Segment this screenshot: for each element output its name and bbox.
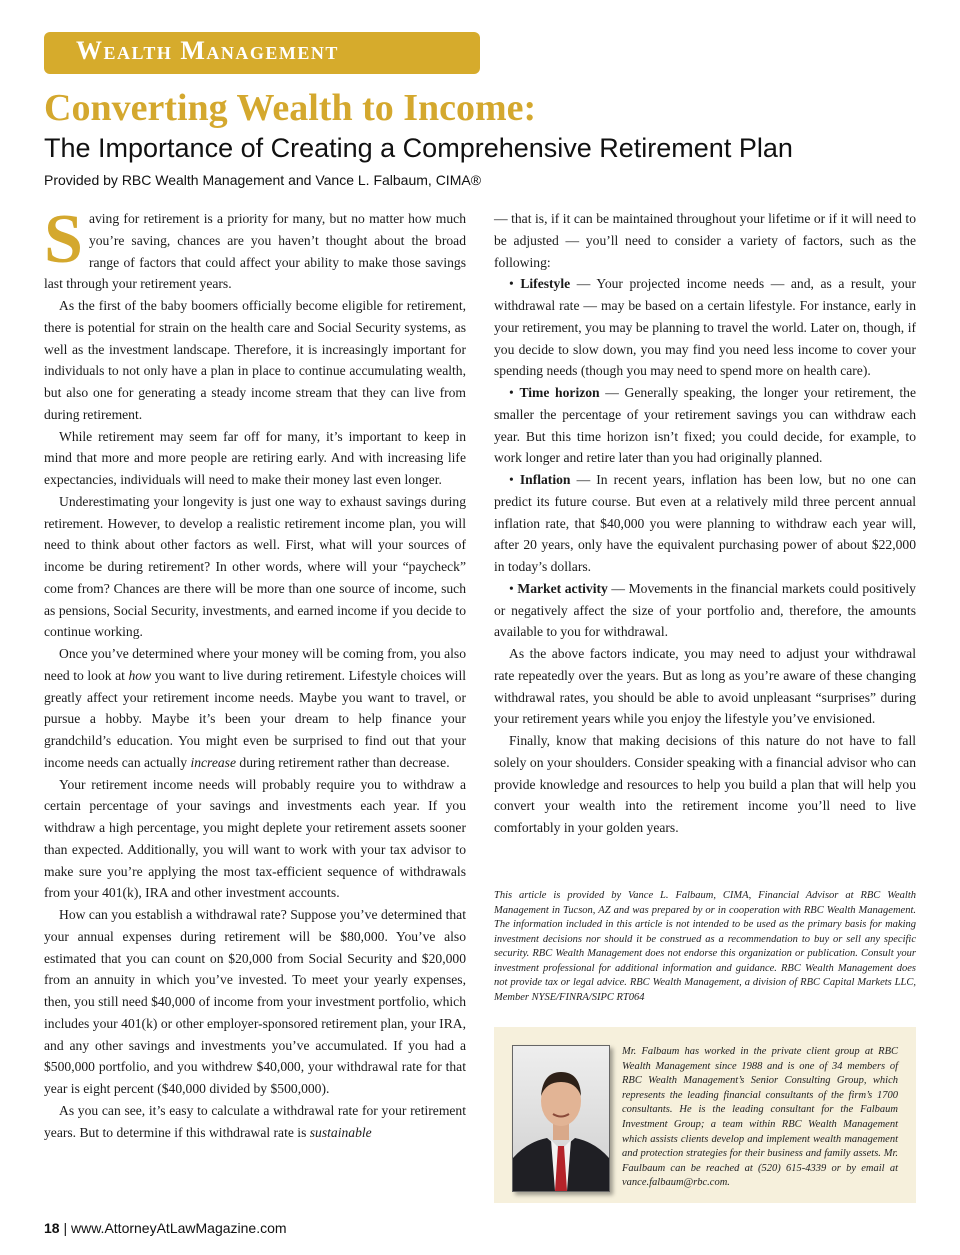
- page-footer: [44, 1220, 287, 1236]
- paragraph: Underestimating your longevity is just one way to exhaust savings during retirement. However, to develop a realistic retirement income plan, you will need to think about other factors as well. First, what will your sources of income be during retirement? In other words, where will your “paycheck” come from? Chances are there will be more than one source of income, such as pensions, Social Security, investments, and earned income if you decide to continue working.: [44, 493, 466, 640]
- footer-website: www.AttorneyAtLawMagazine.com: [71, 1220, 287, 1236]
- paragraph: Saving for retirement is a priority for many, but no matter how much you’re saving, chances are you haven’t thought about the broad range of factors that could affect your ability to make those savings last through your retirement years.: [44, 201, 466, 292]
- paragraph: While retirement may seem far off for many, it’s important to keep in mind that more and more people are retiring early. And with increasing life expectancies, individuals will need to make their money last even longer.: [44, 428, 466, 487]
- paragraph: As the above factors indicate, you may need to adjust your withdrawal rate repeatedly over the years. But as long as you’re aware of these changing withdrawal rates, you should be able to avoid unpleasant “surprises” during your retirement years while you enjoy the lifestyle you’ve envisioned.: [494, 646, 916, 727]
- article-subtitle: The Importance of Creating a Comprehensive Retirement Plan: [44, 133, 793, 163]
- bullet-item: • Inflation — In recent years, inflation has been low, but no one can predict its future course. But even at a relatively mild three percent annual inflation rate, that $40,000 you were planning to withdraw each year will, after 20 years, only have the equivalent purchasing power of about $22,000 in today’s dollars.: [494, 472, 916, 574]
- article-byline: Provided by RBC Wealth Management and Vance L. Falbaum, CIMA®: [44, 172, 482, 188]
- footer-separator: |: [63, 1220, 68, 1236]
- section-label: Wealth Management: [76, 36, 339, 65]
- paragraph: Finally, know that making decisions of this nature do not have to fall solely on your shoulders. Consider speaking with a financial advisor who can provide knowledge and resources to help you build a plan that will help you convert your wealth into the retirement income you’ll need to live comfortably in your golden years.: [494, 733, 916, 835]
- article-title: Converting Wealth to Income:: [44, 87, 537, 129]
- left-column: [44, 201, 466, 1143]
- author-photo: [512, 1045, 610, 1192]
- disclaimer: This article is provided by Vance L. Falbaum, CIMA, Financial Advisor at RBC Wealth Management in Tucson, AZ and was prepared by or in cooperation with RBC Wealth Management. The information included in this article is not intended to be used as the primary basis for making investment decisions nor should it be construed as a recommendation to buy or sell any specific security. RBC Wealth Management does not endorse this organization or publication. Consult your investment professional for additional information and guidance. RBC Wealth Management does not provide tax or legal advice. RBC Wealth Management, a division of RBC Capital Markets LLC, Member NYSE/FINRA/SIPC RT064: [494, 890, 916, 1003]
- bullet-item: • Market activity — Movements in the financial markets could positively or negatively affect the size of your portfolio and, therefore, the amounts available to you for withdrawal.: [494, 580, 916, 640]
- bullet-item: • Lifestyle — Your projected income needs — and, as a result, your withdrawal rate — may be based on a certain lifestyle. For instance, early in your retirement, you may be planning to travel the world. Later on, though, if you decide to slow down, you may find you need less income to cover your spending needs (though you may need to spend more on health care).: [494, 276, 916, 379]
- paragraph: As the first of the baby boomers officially become eligible for retirement, there is potential for strain on the health care and Social Security systems, as well as the investment landscape. Therefore, it is increasingly important for individuals to not only have a plan in place to continue accumulating wealth, but also one for generating a steady income stream that they can live from during retirement.: [44, 298, 466, 422]
- paragraph: — that is, if it can be maintained throughout your lifetime or if it will need to be adjusted — you’ll need to consider a variety of factors, such as the following:: [494, 211, 916, 270]
- paragraph: As you can see, it’s easy to calculate a withdrawal rate for your retirement years. But to determine if this withdrawal rate is sustainable: [44, 1102, 466, 1140]
- author-bio: Mr. Falbaum has worked in the private client group at RBC Wealth Management since 1988 and is one of 34 members of RBC Wealth Management’s Senior Consulting Group, which represents the leading financial consultants of the firm’s 1700 consultants. He is the leading consultant for the Falbaum Investment Group; a team within RBC Wealth Management which assists clients develop and implement wealth management and protection strategies for their business and family assets. Mr. Faulbaum can be reached at (520) 615-4339 or by email at vance.falbaum@rbc.com.: [622, 1046, 898, 1189]
- paragraph: How can you establish a withdrawal rate? Suppose you’ve determined that your annual expenses during retirement will be $80,000. You’ve also estimated that you can count on $20,000 from Social Security and $20,000 from an annuity in which you’ve invested. To meet your yearly expenses, then, you still need $40,000 of income from your investment portfolio, which includes your 401(k) or other employer-sponsored retirement plan, your IRA, and any other savings and investments you’ve accumulated. If you had a $500,000 portfolio, and you withdrew $40,000, your withdrawal rate for that year is eight percent ($40,000 divided by $500,000).: [44, 907, 466, 1096]
- section-banner: [44, 32, 480, 74]
- right-column: [494, 208, 916, 839]
- paragraph: Once you’ve determined where your money will be coming from, you also need to look at how you want to live during retirement. Lifestyle choices will greatly affect your retirement income needs. Maybe you want to travel, or pursue a hobby. Maybe it’s been your dream to help finance your grandchild’s education. You might even be surprised to find out that your income needs can actually increase during retirement rather than decrease.: [44, 646, 466, 770]
- drop-cap: S: [44, 201, 83, 278]
- bullet-item: • Time horizon — Generally speaking, the longer your retirement, the smaller the percentage of your retirement savings you can withdraw each year. But this time horizon isn’t fixed; you could decide, for example, to work longer and retire later than you had originally planned.: [494, 385, 916, 466]
- portrait-illustration: [513, 1046, 609, 1191]
- paragraph: Your retirement income needs will probably require you to withdraw a certain percentage of your savings and investments each year. If you withdraw a high percentage, you might deplete your retirement assets sooner than expected. Additionally, you will want to work with your tax advisor to make sure you’re applying the most tax-efficient sequence of withdrawals from your 401(k), IRA and other investment accounts.: [44, 776, 466, 901]
- page-number: 18: [44, 1220, 60, 1236]
